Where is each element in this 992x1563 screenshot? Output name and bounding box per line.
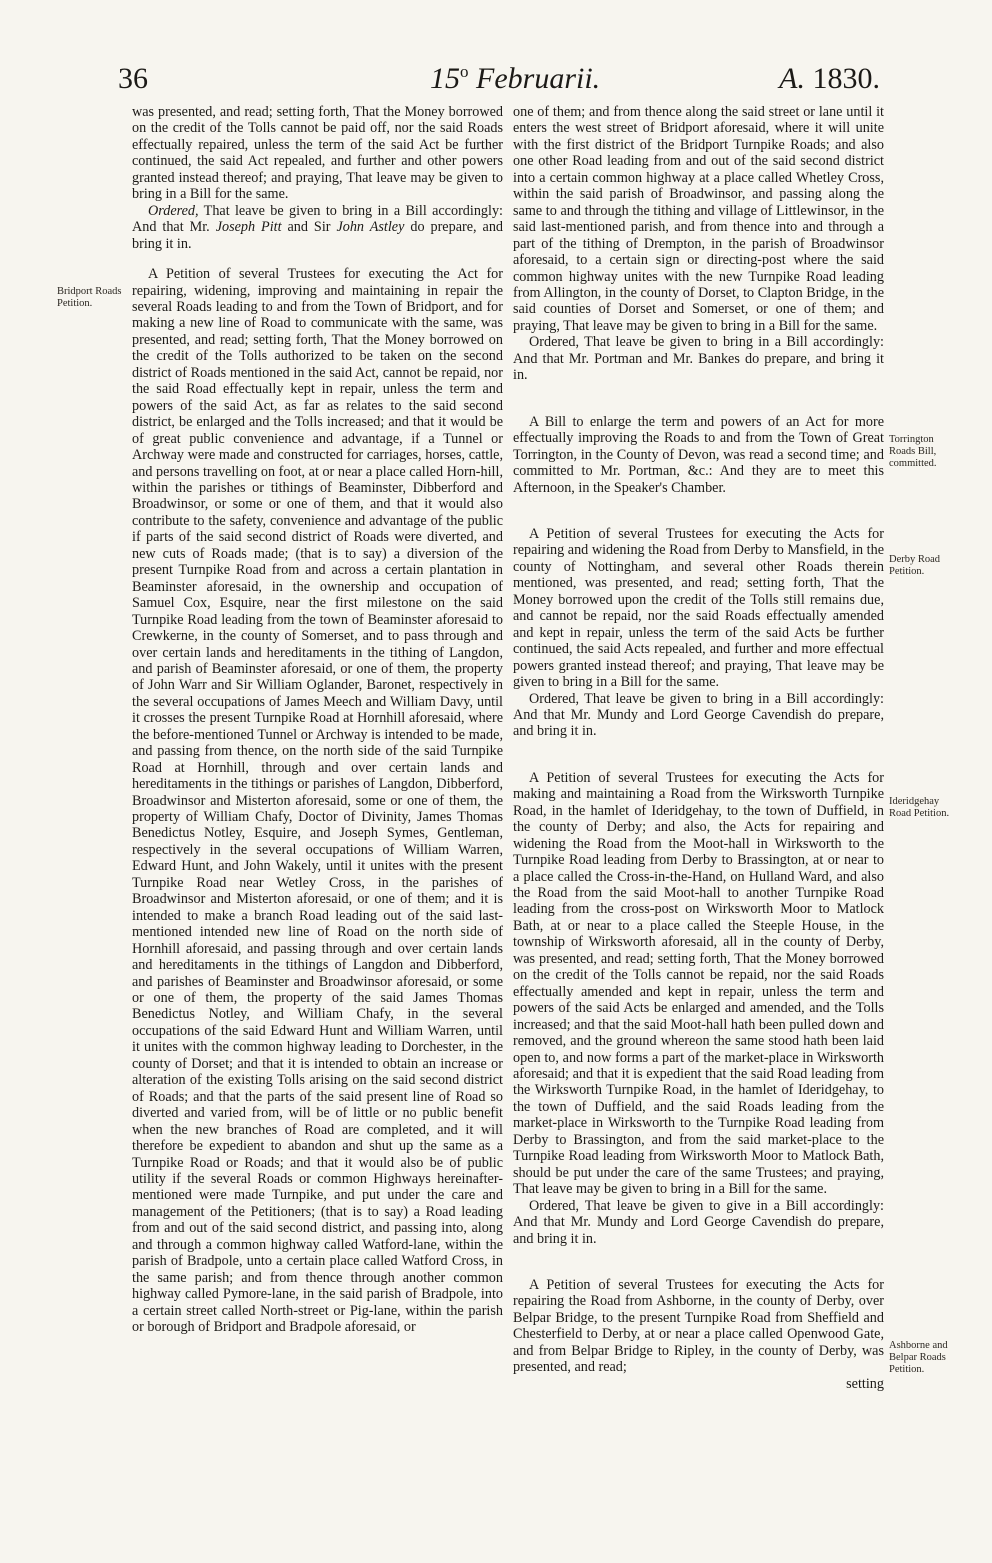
ashborne-petition-paragraph: A Petition of several Trustees for executing the Acts for repairing the Road from Ashborne, in the county of Derby, over Belpar Bridge, to the present Turnpike Road from Sheffield and Chesterfield to Derby, at or near a place called Openwood Gate, and from Belpar Bridge to Ripley, in the county of Derby, was presented, and read; bbox=[513, 1277, 884, 1376]
col2-continuation-paragraph: one of them; and from thence along the said street or lane until it enters the west street of Bridport aforesaid, where it will unite with the first district of the Bridport Turnpike Roads; and also one other Road leading from and out of the said second district into a certain common highway at a place called Whetley Cross, within the said parish of Broadwinsor, and passing along the same to and through the tithing and village of Littlewinsor, in the said last-mentioned parish, and from thence into and through a part of the tithing of Drempton, in the parish of Broadwinsor aforesaid, to a certain sign or directing-post where the said common highway unites with the new Turnpike Road leading from Allington, in the county of Dorset, to Clapton Bridge, in the said counties of Dorset and Somerset, or one of them; and praying, That leave may be given to bring in a Bill for the same. bbox=[513, 104, 884, 334]
member-name-astley: John Astley bbox=[336, 219, 405, 236]
ideridgehay-petition-paragraph: A Petition of several Trustees for executing the Acts for making and maintaining a Road from the Wirksworth Turnpike Road, in the hamlet of Ideridgehay, to the town of Duffield, in the county of Derby; and also, the Acts for repairing and widening the Road from the Moot-hall in Wirksworth to the Turnpike Road leading from Derby to Brassington, at or near to a place called the Cross-in-the-Hand, on Hulland Ward, and also the Road from the said Moot-hall to another Turnpike Road leading from the cross-post on Wirksworth Moor to Matlock Bath, at or near to a place called the Steeple House, in the township of Wirksworth aforesaid, all in the county of Derby, was presented, and read; setting forth, That the Money borrowed on the credit of the Tolls cannot be repaid, nor the said Roads effectually amended and kept in repair, unless the term and powers of the said Acts be enlarged and amended, and the Tolls increased; and that the said Moot-hall hath been pulled down and removed, and the ground whereon the same stood hath been laid open to, and now forms a part of the market-place in Wirksworth aforesaid; and that it is expedient that the said Road leading from the Wirksworth Turnpike Road, in the hamlet of Ideridgehay, to the town of Duffield, and the said Roads leading from the market-place in Wirksworth to the Turnpike Road leading from Derby to Brassington, and from the said market-place to the Turnpike Road leading from Wirksworth Moor to Matlock Bath, should be put under the care of the same Trustees; and praying, That leave may be given to bring in a Bill for the same. bbox=[513, 769, 884, 1198]
derby-ordered-paragraph: Ordered, That leave be given to bring in a Bill accordingly: And that Mr. Mundy and Lord George Cavendish do prepare, and bring it in. bbox=[513, 690, 884, 740]
page-number: 36 bbox=[118, 62, 148, 95]
header-date-sup: o bbox=[460, 62, 469, 81]
col2-ordered-portman-paragraph: Ordered, That leave be given to bring in a Bill accordingly: And that Mr. Portman and Mr. Bankes do prepare, and bring it in. bbox=[513, 334, 884, 384]
header-date bbox=[430, 62, 600, 96]
ideridgehay-ordered-paragraph: Ordered, That leave be given to give in a Bill accordingly: And that Mr. Mundy and Lord George Cavendish do prepare, and bring it in. bbox=[513, 1197, 884, 1247]
header-year-prefix: A. bbox=[779, 62, 805, 95]
margin-note-bridport: Bridport Roads Petition. bbox=[57, 286, 122, 309]
header-date-day: 15 bbox=[430, 62, 460, 95]
member-name-pitt: Joseph Pitt bbox=[215, 219, 282, 236]
header-date-month: Februarii. bbox=[476, 62, 601, 95]
left-column bbox=[132, 104, 503, 1336]
margin-note-torrington: Torrington Roads Bill, committed. bbox=[889, 434, 937, 469]
page-header bbox=[118, 62, 880, 102]
derby-petition-paragraph: A Petition of several Trustees for executing the Acts for repairing and widening the Road from Derby to Mansfield, in the county of Nottingham, and several other Roads therein mentioned, was presented, and read; setting forth, That the Money borrowed upon the credit of the Tolls still remains due, and cannot be repaid, nor the said Roads effectually amended and kept in repair, unless the term of the said Acts be further continued, the said Acts repealed, and further and more effectual powers granted instead thereof; and praying, That leave may be given to bring in a Bill for the same. bbox=[513, 525, 884, 691]
ordered-text-c: do prepare, and bring it in. bbox=[132, 219, 504, 252]
col1-ordered-paragraph bbox=[132, 203, 503, 252]
header-year-value: 1830. bbox=[812, 62, 880, 95]
ordered-text-b: and Sir bbox=[281, 219, 337, 236]
margin-note-derby: Derby Road Petition. bbox=[889, 554, 941, 577]
margin-note-ideridgehay: Ideridgehay Road Petition. bbox=[889, 796, 950, 819]
bridport-petition-paragraph: A Petition of several Trustees for executing the Act for repairing, widening, improving and maintaining in repair the several Roads leading to and from the Town of Bridport, and for making a new line of Road to communicate with the same, was presented, and read; setting forth, That the Money borrowed on the credit of the Tolls authorized to be taken on the second district of Roads mentioned in the said Act, cannot be repaid, nor the said Road effectually kept in repair, unless the term and powers of the said Act, as far as relates to the said second district, be enlarged and the Tolls increased; and that it would be of great public convenience and advantage, if a Tunnel or Archway were made and constructed for carriages, horses, cattle, and persons travelling on foot, at or near a place called Horn-hill, within the parishes or tithings of Beaminster, Dibberford and Broadwinsor, or some or one of them, and that it would also contribute to the safety, convenience and advantage of the public if parts of the said second district of Roads were diverted, and new cuts of Roads made; (that is to say) a diversion of the present Turnpike Road from and across a certain plantation in Beaminster aforesaid, in the ownership and occupation of Samuel Cox, Esquire, near the first milestone on the said Turnpike Road leading from the town of Beaminster aforesaid to Crewkerne, in the county of Somerset, and to pass through and over certain lands and hereditaments in the tithing of Langdon, and parish of Beaminster aforesaid, or one of them, the property of John Warr and Sir William Oglander, Baronet, respectively in the several occupations of James Meech and William Davy, until it crosses the present Turnpike Road at Hornhill aforesaid, where the before-mentioned Tunnel or Archway is intended to be made, and passing from thence, on the north side of the said Turnpike Road at Hornhill, through and over certain lands and hereditaments in the tithings or parishes of Langdon, Dibberford, Broadwinsor and Misterton aforesaid, some or one of them, the property of William Chafy, Doctor of Divinity, James Thomas Benedictus Notley, Esquire, and Joseph Symes, Gentleman, respectively in the several occupations of William Warren, Edward Hunt, and John Wakely, until it unites with the present Turnpike Road near Wetley Cross, in the parishes of Broadwinsor and Misterton aforesaid, or one of them; and it is intended to make a branch Road leading out of the said last-mentioned intended new line of Road on the north side of Hornhill aforesaid, and passing through and over certain lands and hereditaments in the tithings of Langdon and Dibberford, and parishes of Beaminster and Broadwinsor aforesaid, or some or one of them, the property of the said James Thomas Benedictus Notley, and William Chafy, in the several occupations of the said Edward Hunt and William Warren, until it unites with the common highway leading to Dorchester, in the county of Dorset; and that it is intended to obtain an increase or alteration of the existing Tolls arising on the said second district of Roads; and that the parts of the said present line of Road so diverted and varied from, will be of little or no public benefit when the new branches of Road are completed, and it will therefore be expedient to abandon and shut up the same as a Turnpike Road or Roads; and that it would also be of public utility if the several Roads or common Highways hereinafter-mentioned were made Turnpike, and put under the care and management of the Petitioners; (that is to say) a Road leading from and out of the said second district, and passing into, along and through a common highway called Watford-lane, within the parish of Bradpole, unto a certain place called Watford Cross, in the same parish; and from thence through another common highway called Pymore-lane, in the said parish of Bradpole, into a certain street called North-street or Pig-lane, within the parish or borough of Bridport and Bradpole aforesaid, or bbox=[132, 266, 503, 1336]
right-column bbox=[513, 104, 884, 1392]
ordered-word: Ordered, bbox=[148, 202, 199, 219]
header-year bbox=[779, 62, 880, 96]
torrington-bill-paragraph: A Bill to enlarge the term and powers of an Act for more effectually improving the Roads to and from the Town of Great Torrington, in the County of Devon, was read a second time; and committed to Mr. Portman, &c.: And they are to meet this Afternoon, in the Speaker's Chamber. bbox=[513, 413, 884, 496]
catchword: setting bbox=[846, 1375, 884, 1392]
margin-note-ashborne: Ashborne and Belpar Roads Petition. bbox=[889, 1340, 948, 1375]
ordered-text-a: That leave be given to bring in a Bill accordingly: And that Mr. bbox=[132, 202, 503, 236]
col1-continuation-paragraph: was presented, and read; setting forth, That the Money borrowed on the credit of the Tolls cannot be paid off, nor the said Roads effectually repaired, unless the term of the said Act be further continued, the said Act repealed, and further and other powers granted instead thereof; and praying, That leave may be given to bring in a Bill for the same. bbox=[132, 104, 503, 203]
